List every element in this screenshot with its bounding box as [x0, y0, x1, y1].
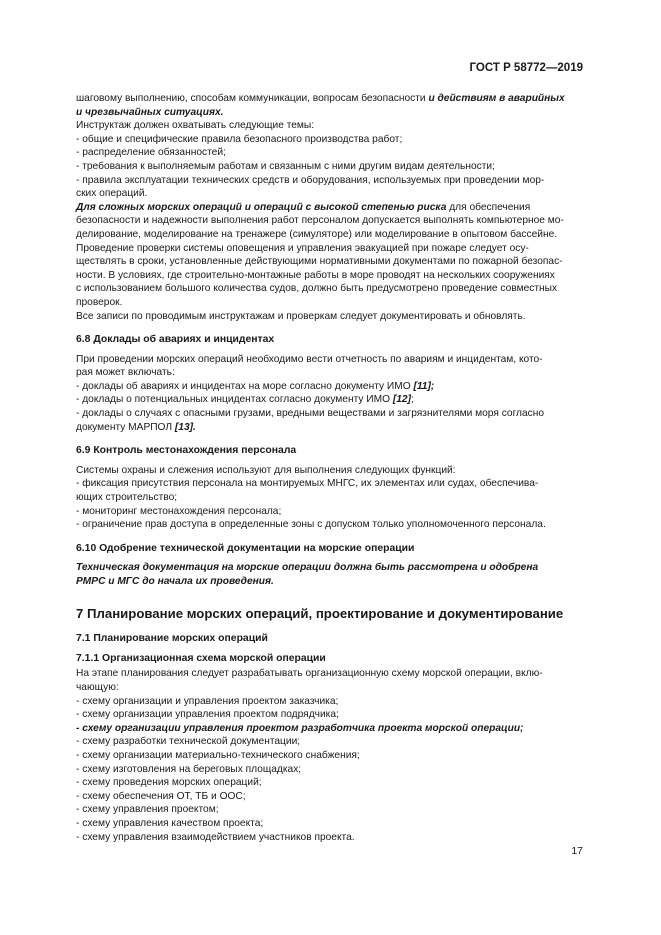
- list-item: - схему проведения морских операций;: [76, 777, 262, 789]
- text-run: Все записи по проводимым инструктажам и проверкам следует документировать и обновлять.: [76, 310, 526, 322]
- paragraph-org-scheme: [76, 667, 584, 694]
- list-item: - схему управления взаимодействием участников проекта.: [76, 831, 355, 843]
- list-item: - схему организации материально-технического снабжения;: [76, 749, 360, 761]
- text-line: ществлять в сроки, установленные действующими нормативными документами по пожарной безопас-: [76, 256, 563, 268]
- reference: [11];: [413, 380, 435, 392]
- emphasis-text: и чрезвычайных ситуациях.: [76, 106, 224, 118]
- list-item: - схему изготовления на береговых площадках;: [76, 763, 302, 775]
- text-line: РМРС и МГС до начала их проведения.: [76, 576, 274, 587]
- list-item: - фиксация присутствия персонала на монтируемых МНГС, их элементах или судах, обеспечива-: [76, 478, 539, 490]
- list-item-continuation: [76, 421, 584, 435]
- text-line: рая может включать:: [76, 367, 175, 379]
- list-item: - схему обеспечения ОТ, ТБ и ООС;: [76, 790, 246, 802]
- section-heading-6-10: 6.10 Одобрение технической документации на морские операции: [76, 542, 415, 554]
- list-item-emphasis: - схему организации управления проектом разработчика проекта морской операции;: [76, 722, 524, 734]
- list-item: - схему организации и управления проектом заказчика;: [76, 695, 339, 707]
- paragraph-briefing-topics: [76, 92, 584, 119]
- paragraph-records: [76, 310, 584, 324]
- text-line: проверок.: [76, 296, 123, 308]
- text-line: На этапе планирования следует разрабатывать организационную схему морской операции, вклю-: [76, 668, 543, 680]
- text-line: с использованием большого количества судов, должно быть предусмотрено проведение совместных: [76, 283, 558, 295]
- text-line: Проведение проверки системы оповещения и управления эвакуацией при пожаре следует осу-: [76, 242, 529, 254]
- reference: [12]: [392, 394, 411, 406]
- paragraph-briefing-intro: [76, 119, 584, 133]
- list-item: - распределение обязанностей;: [76, 147, 226, 159]
- emphasis-text: и действиям в аварийных: [428, 93, 565, 104]
- list-item: - общие и специфические правила безопасного производства работ;: [76, 133, 403, 145]
- list-item: - правила эксплуатации технических средств и оборудования, используемых при проведении мор-: [76, 174, 545, 186]
- list-briefing-topics: [76, 133, 584, 201]
- text-run: - доклады о случаях с опасными грузами, вредными веществами и загрязнителями моря согласно: [76, 408, 545, 420]
- paragraph-accident-reports: [76, 353, 584, 380]
- section-heading-7-1: 7.1 Планирование морских операций: [76, 633, 268, 645]
- text-line: делирование, моделирование на тренажере (симуляторе) или моделирование в опытовом бассейне.: [76, 228, 558, 240]
- list-item: - требования к выполняемым работам и связанным с ними другим видам деятельности;: [76, 160, 495, 172]
- list-item: [76, 407, 584, 421]
- list-org-schemes: [76, 695, 584, 845]
- section-heading-7-1-1: 7.1.1 Организационная схема морской операции: [76, 652, 326, 664]
- list-item-continuation: ющих строительство;: [76, 492, 178, 504]
- text-line: Техническая документация на морские операции должна быть рассмотрена и одобрена: [76, 562, 539, 574]
- chapter-heading-7: 7 Планирование морских операций, проектирование и документирование: [76, 605, 564, 621]
- list-item: [76, 393, 584, 407]
- text-run: документу МАРПОЛ: [76, 421, 175, 433]
- text-line: При проведении морских операций необходимо вести отчетность по авариям и инцидентам, кото-: [76, 353, 543, 365]
- list-item: - мониторинг местонахождения персонала;: [76, 505, 282, 517]
- text-line: ности. В условиях, где строительно-монтажные работы в море проводят на нескольких сооружениях: [76, 269, 555, 281]
- document-code: ГОСТ Р 58772—2019: [469, 62, 583, 74]
- list-accident-reports: [76, 380, 584, 434]
- text-run: Инструктаж должен охватывать следующие темы:: [76, 120, 315, 132]
- emphasis-text: Для сложных морских операций и операций с высокой степенью риска: [76, 201, 447, 213]
- paragraph-fire-alarm-check: [76, 242, 584, 310]
- list-item: [76, 380, 584, 394]
- list-item: - схему разработки технической документации;: [76, 736, 301, 748]
- text-run: ;: [411, 394, 414, 406]
- text-run: шаговому выполнению, способам коммуникации, вопросам безопасности: [76, 93, 429, 104]
- paragraph-complex-operations: [76, 201, 584, 242]
- list-security-functions: [76, 477, 584, 531]
- paragraph-security-systems: [76, 464, 584, 478]
- list-item-continuation: ских операций.: [76, 188, 148, 200]
- list-item: - схему управления проектом;: [76, 804, 219, 816]
- list-item: - схему управления качеством проекта;: [76, 817, 264, 829]
- text-line: безопасности и надежности выполнения работ персоналом допускается выполнять компьютерное мо-: [76, 215, 564, 227]
- paragraph-doc-approval: [76, 561, 584, 588]
- document-body: [76, 92, 584, 844]
- text-run: для обеспечения: [446, 201, 531, 213]
- section-heading-6-9: 6.9 Контроль местонахождения персонала: [76, 445, 297, 457]
- page-number: 17: [571, 845, 583, 857]
- section-heading-6-8: 6.8 Доклады об авариях и инцидентах: [76, 334, 275, 346]
- list-item: - схему организации управления проектом подрядчика;: [76, 709, 339, 721]
- text-run: Системы охраны и слежения используют для выполнения следующих функций:: [76, 464, 456, 476]
- text-run: - доклады о потенциальных инцидентах согласно документу ИМО: [76, 394, 393, 406]
- list-item: - ограничение прав доступа в определенные зоны с допуском только уполномоченного персонала.: [76, 519, 546, 531]
- text-line: чающую:: [76, 681, 119, 693]
- text-run: - доклады об авариях и инцидентах на море согласно документу ИМО: [76, 380, 414, 392]
- reference: [13].: [174, 421, 196, 433]
